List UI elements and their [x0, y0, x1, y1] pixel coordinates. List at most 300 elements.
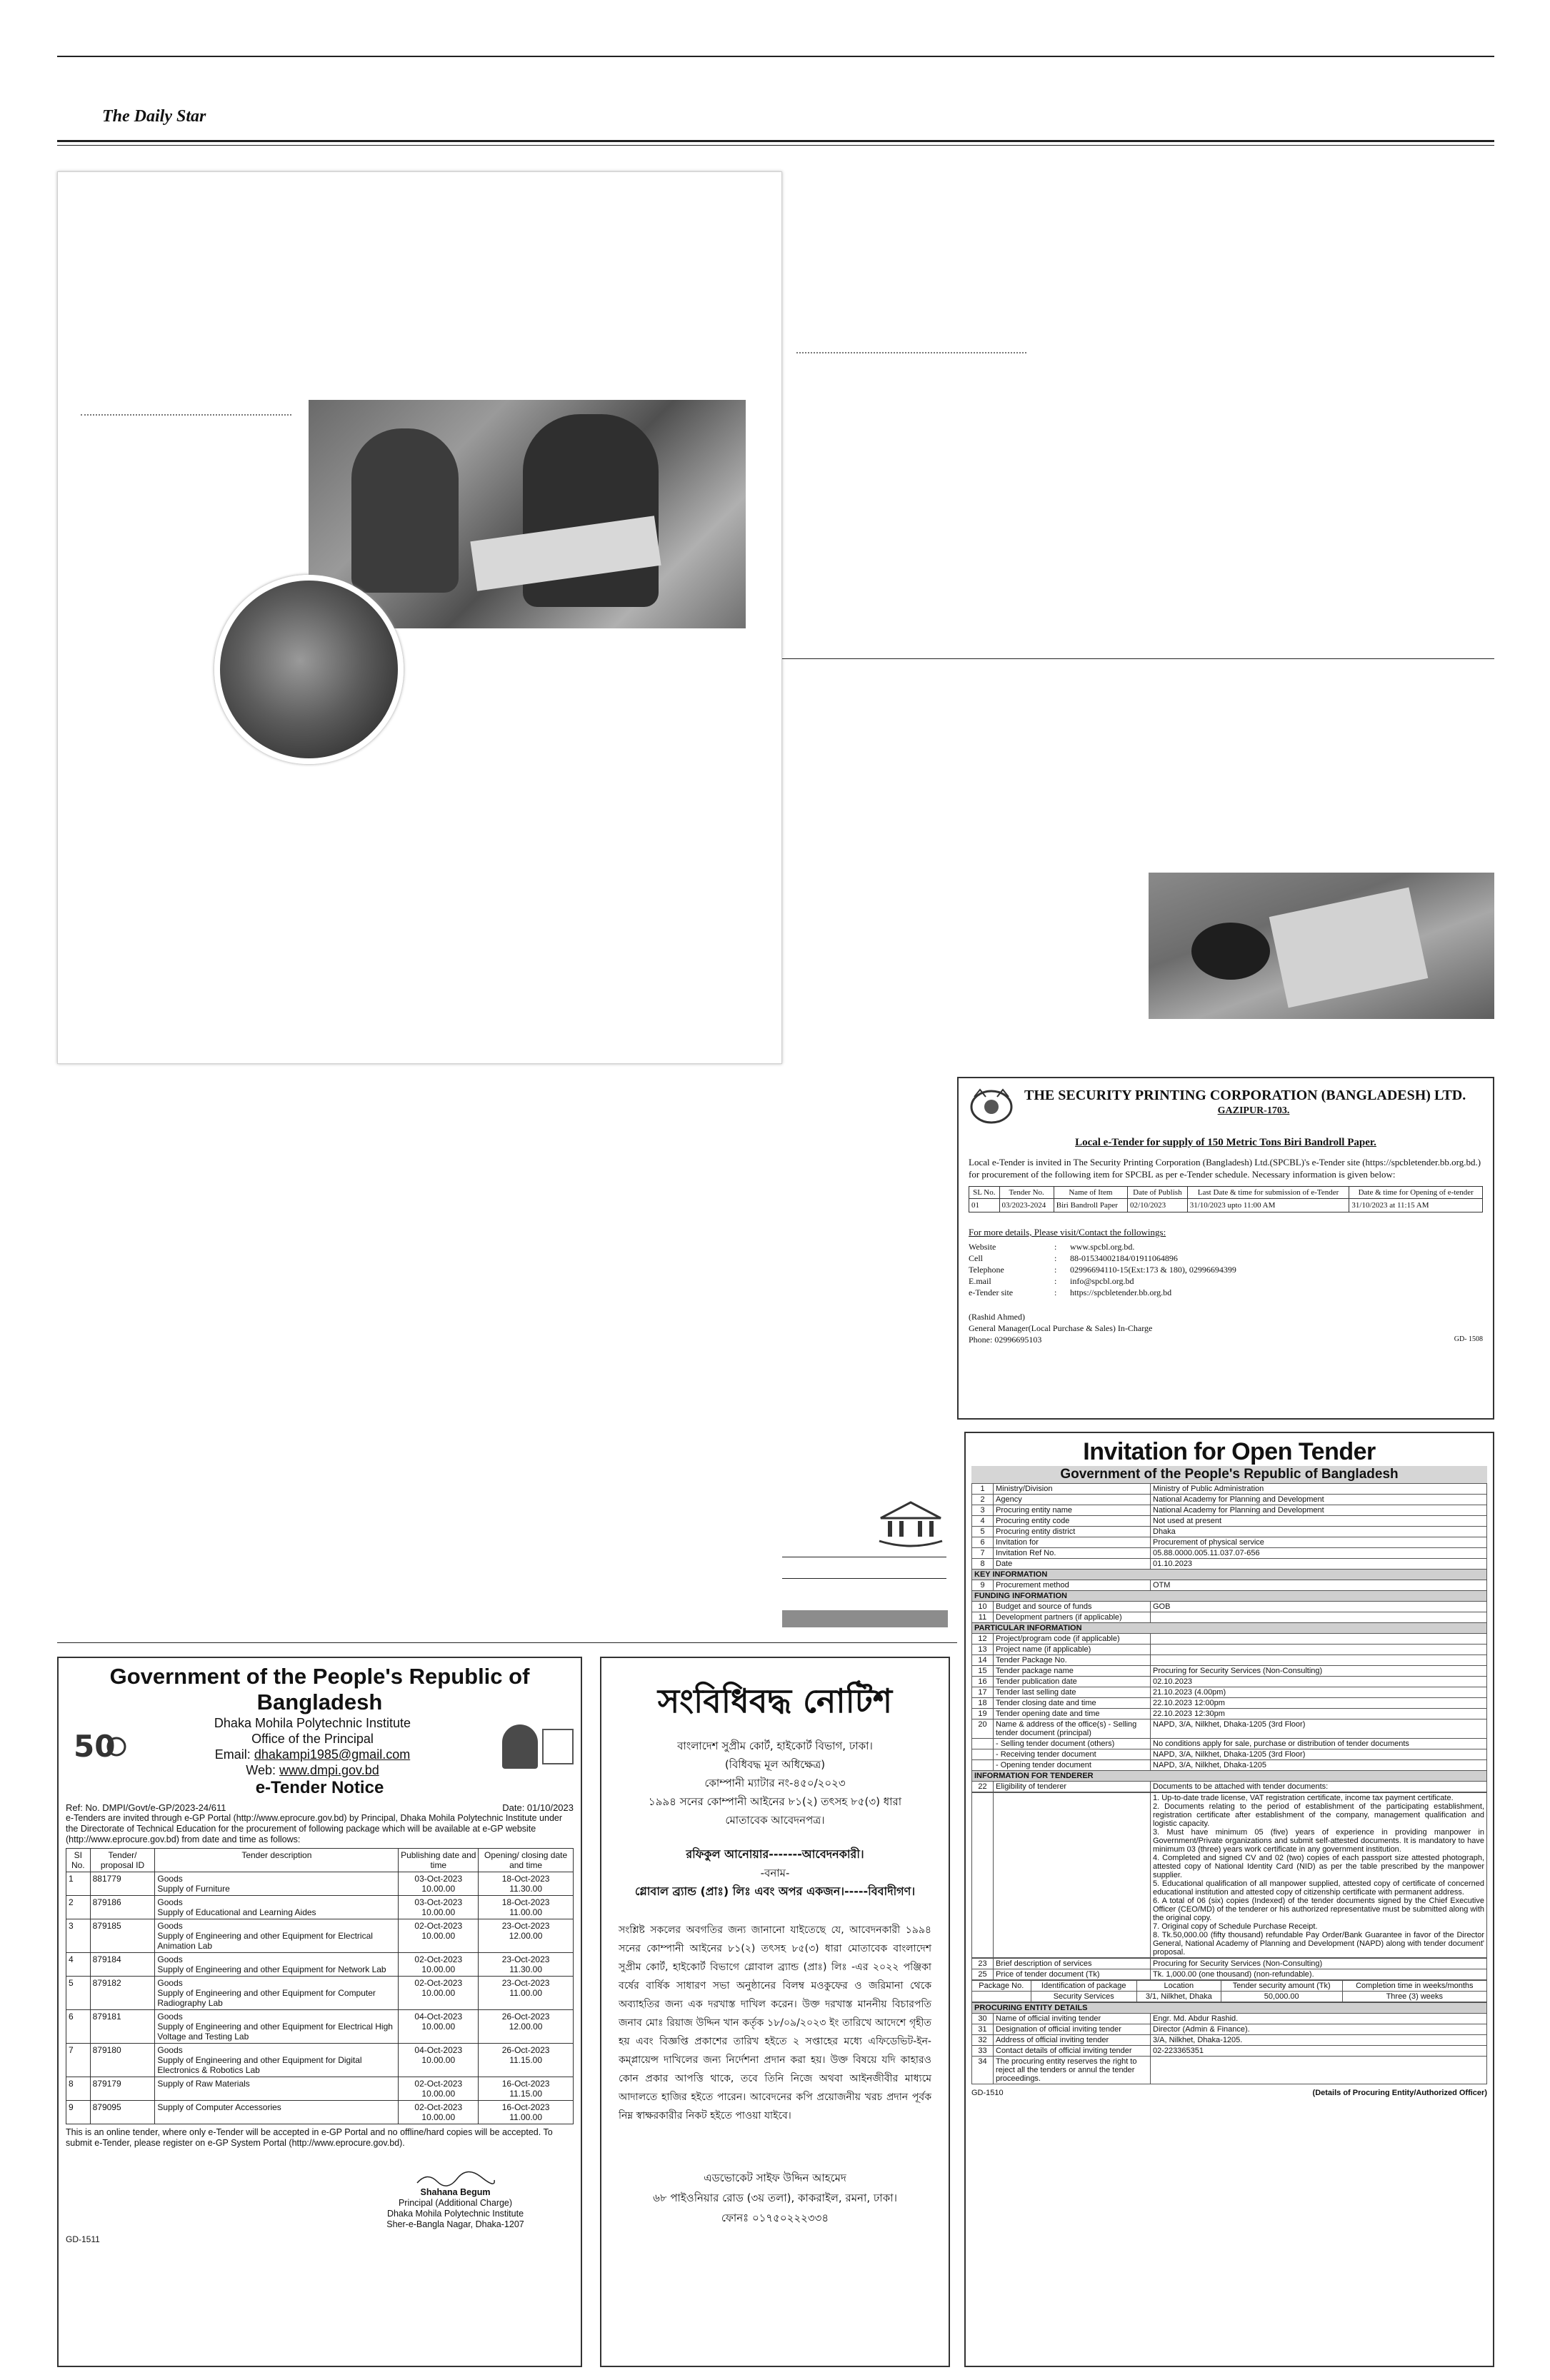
- masthead-logo: The Daily Star: [102, 107, 206, 126]
- row-value: 21.10.2023 (4.00pm): [1151, 1687, 1487, 1698]
- tender-package-table: [971, 1980, 1487, 2002]
- row-value: National Academy for Planning and Development: [1151, 1505, 1487, 1516]
- dmpi-gov: Government of the People's Republic of Bangladesh: [109, 1664, 530, 1714]
- contact-key: e-Tender site: [969, 1287, 1014, 1297]
- bangla-line-2: (বিধিবদ্ধ মূল অধিক্ষেত্র): [724, 1758, 826, 1771]
- section-row: [972, 1591, 1487, 1602]
- tender-title: Invitation for Open Tender: [1083, 1438, 1376, 1465]
- table-cell: 23-Oct-2023 11.30.00: [479, 1953, 574, 1977]
- article-divider: [782, 658, 1494, 659]
- package-cell: 50,000.00: [1221, 1992, 1342, 2002]
- bangla-respondent: গ্লোবাল ব্র্যান্ড (প্রাঃ) লিঃ এবং অপর একজন।-----বিবাদীগণ।: [634, 1884, 916, 1898]
- table-cell: 23-Oct-2023 11.00.00: [479, 1977, 574, 2010]
- table-cell: 02-Oct-2023 10.00.00: [399, 1953, 479, 1977]
- row-value: Engr. Md. Abdur Rashid.: [1151, 2014, 1487, 2024]
- spcbl-signer: (Rashid Ahmed): [969, 1312, 1025, 1322]
- open-tender-ad: [964, 1432, 1494, 2367]
- row-label: Tender publication date: [994, 1677, 1151, 1687]
- bangla-line-4: ১৯৯৪ সনের কোম্পানী আইনের ৮১(২) তৎসহ ৮৫(৩) ধারা: [648, 1795, 902, 1808]
- table-cell: 879181: [90, 2010, 155, 2044]
- row-number: 34: [972, 2057, 994, 2084]
- section-heading: FUNDING INFORMATION: [972, 1591, 1487, 1602]
- row-value: 02-223365351: [1151, 2046, 1487, 2057]
- section-row: [972, 1570, 1487, 1580]
- row-value: [1151, 1612, 1487, 1623]
- package-header: Completion time in weeks/months: [1342, 1981, 1486, 1992]
- table-cell: 879185: [90, 1919, 155, 1953]
- row-value: National Academy for Planning and Development: [1151, 1495, 1487, 1505]
- spcbl-title: THE SECURITY PRINTING CORPORATION (BANGLADESH) LTD.: [1024, 1088, 1466, 1103]
- row-value: [1151, 1655, 1487, 1666]
- spcbl-column-header: Last Date & time for submission of e-Tender: [1187, 1187, 1349, 1199]
- bangla-statutory-notice: [600, 1657, 950, 2367]
- row-value: GOB: [1151, 1602, 1487, 1612]
- table-row: [972, 1969, 1487, 1980]
- row-label: Invitation Ref No.: [994, 1548, 1151, 1559]
- table-row: [972, 1537, 1487, 1548]
- bangla-versus: -বনাম-: [760, 1867, 790, 1879]
- ads-top-rule: [57, 1642, 957, 1643]
- table-row: [972, 1634, 1487, 1645]
- bangla-phone: ফোনঃ ০১৭৫০২২২৩৩৪: [721, 2211, 829, 2224]
- dmpi-desig: Principal (Additional Charge): [398, 2198, 513, 2208]
- row-label: - Selling tender document (others): [994, 1739, 1151, 1749]
- row-value: Tk. 1,000.00 (one thousand) (non-refundable).: [1151, 1969, 1487, 1980]
- row-label: Invitation for: [994, 1537, 1151, 1548]
- table-row: [66, 1872, 574, 1896]
- table-cell: 8: [66, 2077, 91, 2101]
- doc-item: 8. Tk.50,000.00 (fifty thousand) refundable Pay Order/Bank Guarantee in favor of the Director General, National Academy of Planning and Development (NAPD) along with tender document' proposal.: [1153, 1931, 1484, 1957]
- feature-dotted-rule: [81, 414, 291, 416]
- portrait-icon: [495, 1718, 574, 1775]
- package-header: Tender security amount (Tk): [1221, 1981, 1342, 1992]
- dmpi-inst2: Dhaka Mohila Polytechnic Institute: [386, 2209, 524, 2219]
- row-number: 17: [972, 1687, 994, 1698]
- row-value: Ministry of Public Administration: [1151, 1484, 1487, 1495]
- row-value: 3/A, Nilkhet, Dhaka-1205.: [1151, 2035, 1487, 2046]
- dmpi-email-link[interactable]: dhakampi1985@gmail.com: [254, 1747, 411, 1762]
- dmpi-date: Date: 01/10/2023: [502, 1802, 574, 1813]
- table-cell: 02/10/2023: [1128, 1199, 1188, 1212]
- spcbl-table: [969, 1186, 1483, 1212]
- dmpi-email-label: Email:: [214, 1747, 251, 1762]
- row-number: 12: [972, 1634, 994, 1645]
- table-row: [972, 1959, 1487, 1969]
- masthead-rule: [57, 140, 1494, 142]
- table-cell: 1: [66, 1872, 91, 1896]
- row-value: No conditions apply for sale, purchase or distribution of tender documents: [1151, 1739, 1487, 1749]
- dmpi-column-header: SI No.: [66, 1849, 91, 1872]
- table-cell: 03-Oct-2023 10.00.00: [399, 1872, 479, 1896]
- spcbl-designation: General Manager(Local Purchase & Sales) In-Charge: [969, 1323, 1153, 1333]
- row-label: Tender opening date and time: [994, 1709, 1151, 1719]
- row-label: Address of official inviting tender: [994, 2035, 1151, 2046]
- row-label: Tender package name: [994, 1666, 1151, 1677]
- row-label: Development partners (if applicable): [994, 1612, 1151, 1623]
- table-cell: 879179: [90, 2077, 155, 2101]
- spcbl-code: GD- 1508: [1454, 1335, 1483, 1343]
- table-cell: 5: [66, 1977, 91, 2010]
- row-value: OTM: [1151, 1580, 1487, 1591]
- contact-sep: :: [1054, 1253, 1057, 1263]
- table-row: [972, 1719, 1487, 1739]
- row-label: Procuring entity code: [994, 1516, 1151, 1527]
- row-value: 22.10.2023 12:00pm: [1151, 1698, 1487, 1709]
- table-row: [972, 1698, 1487, 1709]
- table-cell: 31/10/2023 at 11:15 AM: [1349, 1199, 1483, 1212]
- section-row: [972, 1623, 1487, 1634]
- table-row: [972, 1739, 1487, 1749]
- row-number: 11: [972, 1612, 994, 1623]
- row-value: NAPD, 3/A, Nilkhet, Dhaka-1205 (3rd Floor): [1151, 1749, 1487, 1760]
- contact-value: info@spcbl.org.bd: [1070, 1276, 1134, 1286]
- table-cell: 7: [66, 2044, 91, 2077]
- package-header: Identification of package: [1031, 1981, 1136, 1992]
- section-row: [972, 1771, 1487, 1782]
- doc-item: 5. Educational qualification of all manpower supplied, attested copy of certificate of concerned educational institution and attested copy of citizenship certificate with permanent address.: [1153, 1879, 1484, 1897]
- table-cell: 2: [66, 1896, 91, 1919]
- row-number: [972, 1760, 994, 1771]
- package-cell: [972, 1992, 1031, 2002]
- table-cell: 04-Oct-2023 10.00.00: [399, 2044, 479, 2077]
- tender-entity-section: PROCURING ENTITY DETAILS: [972, 2003, 1487, 2014]
- table-cell: 879184: [90, 1953, 155, 1977]
- bangla-petitioner: রফিকুল আনোয়ার-------আবেদনকারী।: [686, 1847, 864, 1861]
- table-cell: 03-Oct-2023 10.00.00: [399, 1896, 479, 1919]
- contact-key: Cell: [969, 1253, 983, 1263]
- table-cell: 31/10/2023 upto 11:00 AM: [1187, 1199, 1349, 1212]
- spcbl-column-header: Date & time for Opening of e-tender: [1349, 1187, 1483, 1199]
- row-label: - Opening tender document: [994, 1760, 1151, 1771]
- table-row: [972, 1484, 1487, 1495]
- table-cell: 18-Oct-2023 11.00.00: [479, 1896, 574, 1919]
- bangla-line-5: মোতাবেক আবেদনপত্র।: [725, 1814, 825, 1827]
- row-value: [1151, 2057, 1487, 2084]
- table-row: [972, 2024, 1487, 2035]
- table-row: [972, 1516, 1487, 1527]
- row-label: Project name (if applicable): [994, 1645, 1151, 1655]
- table-cell: Goods Supply of Engineering and other Equipment for Electrical High Voltage and Testing Lab: [155, 2010, 399, 2044]
- side-gray-bar: [782, 1610, 948, 1627]
- contact-sep: :: [1054, 1265, 1057, 1275]
- row-label: Project/program code (if applicable): [994, 1634, 1151, 1645]
- doc-item: 4. Completed and signed CV and 02 (two) copies of each passport size attested photograph, attested copy of National Identity Card (NID) as per the table prescribed by the manpower supplier.: [1153, 1854, 1484, 1879]
- table-row: [66, 2010, 574, 2044]
- table-row: [972, 2035, 1487, 2046]
- row-value: 01.10.2023: [1151, 1559, 1487, 1570]
- spcbl-column-header: Tender No.: [999, 1187, 1054, 1199]
- table-row: [972, 1612, 1487, 1623]
- tender-code: GD-1510: [971, 2089, 1004, 2097]
- doc-item: 1. Up-to-date trade license, VAT registration certificate, income tax payment certificate.: [1153, 1794, 1454, 1802]
- spcbl-column-header: Name of Item: [1054, 1187, 1127, 1199]
- dmpi-column-header: Tender/ proposal ID: [90, 1849, 155, 1872]
- table-row: [972, 1687, 1487, 1698]
- table-row: [66, 2101, 574, 2124]
- table-cell: 879182: [90, 1977, 155, 2010]
- row-number: 32: [972, 2035, 994, 2046]
- row-label: Eligibility of tenderer: [994, 1782, 1151, 1792]
- table-cell: 02-Oct-2023 10.00.00: [399, 1919, 479, 1953]
- svg-text:50: 50: [74, 1729, 116, 1764]
- table-cell: 03/2023-2024: [999, 1199, 1054, 1212]
- row-number: 22: [972, 1782, 994, 1792]
- table-cell: 9: [66, 2101, 91, 2124]
- row-label: Ministry/Division: [994, 1484, 1151, 1495]
- table-cell: Goods Supply of Engineering and other Equipment for Electrical Animation Lab: [155, 1919, 399, 1953]
- side-rule-2: [782, 1578, 946, 1579]
- row-number: [972, 1739, 994, 1749]
- row-number: 3: [972, 1505, 994, 1516]
- dmpi-50-logo-icon: [66, 1718, 130, 1775]
- table-row: [972, 1655, 1487, 1666]
- row-number: 5: [972, 1527, 994, 1537]
- table-cell: 04-Oct-2023 10.00.00: [399, 2010, 479, 2044]
- row-number: 1: [972, 1484, 994, 1495]
- table-row: [972, 1749, 1487, 1760]
- dmpi-column-header: Publishing date and time: [399, 1849, 479, 1872]
- row-label: Procurement method: [994, 1580, 1151, 1591]
- row-value: [1151, 1645, 1487, 1655]
- table-cell: Supply of Raw Materials: [155, 2077, 399, 2101]
- row-value: 22.10.2023 12:30pm: [1151, 1709, 1487, 1719]
- table-row: [972, 1559, 1487, 1570]
- contact-value: 02996694110-15(Ext:173 & 180), 02996694399: [1070, 1265, 1236, 1275]
- row-value: Procuring for Security Services (Non-Consulting): [1151, 1666, 1487, 1677]
- top-rule: [57, 56, 1494, 57]
- row-label: Name & address of the office(s) - Selling tender document (principal): [994, 1719, 1151, 1739]
- row-number: 30: [972, 2014, 994, 2024]
- table-cell: 6: [66, 2010, 91, 2044]
- table-cell: 01: [969, 1199, 1000, 1212]
- contact-value: www.spcbl.org.bd.: [1070, 1242, 1135, 1252]
- children-studying-photo: [309, 400, 746, 628]
- row-label: Designation of official inviting tender: [994, 2024, 1151, 2035]
- table-cell: Goods Supply of Furniture: [155, 1872, 399, 1896]
- dmpi-inst: Dhaka Mohila Polytechnic Institute: [214, 1716, 411, 1730]
- spcbl-subject: Local e-Tender for supply of 150 Metric Tons Biri Bandroll Paper.: [1075, 1137, 1376, 1148]
- doc-item: 6. A total of 06 (six) copies (Indexed) of the tender documents signed by the Chief Executive Officer (CEO/MD) of the tenderer or his authorized representative must be submitted along with the original copy.: [1153, 1897, 1484, 1922]
- table-cell: 18-Oct-2023 11.30.00: [479, 1872, 574, 1896]
- table-cell: Goods Supply of Educational and Learning Aides: [155, 1896, 399, 1919]
- dmpi-signature-icon: [337, 2170, 574, 2187]
- row-value: 02.10.2023: [1151, 1677, 1487, 1687]
- dmpi-notice: e-Tender Notice: [255, 1778, 384, 1797]
- row-number: 7: [972, 1548, 994, 1559]
- doc-item: 3. Must have minimum 05 (five) years of experience in providing manpower in Government/Private organizations and submit self-attested documents. It is mandatory to have minimum 03 (three) years work certificate in any government institution.: [1153, 1828, 1484, 1854]
- dmpi-addr: Sher-e-Bangla Nagar, Dhaka-1207: [386, 2219, 524, 2229]
- row-number: 16: [972, 1677, 994, 1687]
- row-number: 31: [972, 2024, 994, 2035]
- dmpi-column-header: Tender description: [155, 1849, 399, 1872]
- bangla-advocate: এডভোকেট সাইফ উদ্দিন আহমেদ: [704, 2171, 846, 2184]
- row-number: 9: [972, 1580, 994, 1591]
- row-number: 4: [972, 1516, 994, 1527]
- spcbl-phone: Phone: 02996695103: [969, 1335, 1042, 1345]
- spcbl-more: For more details, Please visit/Contact the followings:: [969, 1227, 1166, 1237]
- row-label: The procuring entity reserves the right to reject all the tenders or annul the tender proceedings.: [994, 2057, 1151, 2084]
- table-row: [66, 1977, 574, 2010]
- package-header: Package No.: [972, 1981, 1031, 1992]
- bangla-address: ৬৮ পাইওনিয়ার রোড (৩য় তলা), কাকরাইল, রমনা, ঢাকা।: [653, 2191, 897, 2204]
- row-value: Documents to be attached with tender documents:: [1151, 1782, 1487, 1792]
- tender-table: [971, 1483, 1487, 1792]
- contact-value: https://spcbletender.bb.org.bd: [1070, 1287, 1172, 1297]
- row-number: 15: [972, 1666, 994, 1677]
- row-label: Procuring entity name: [994, 1505, 1151, 1516]
- table-row: [972, 1782, 1487, 1792]
- bangla-body: সংশ্লিষ্ট সকলের অবগতির জন্য জানানো যাইতেছে যে, আবেদনকারী ১৯৯৪ সনের কোম্পানী আইনের ৮১(২) তৎসহ ৮৫(৩) ধারা মোতাবেক বাংলাদেশ সুপ্রীম কোর্ট, হাইকোর্ট বিভাগে গ্লোবাল ব্র্যান্ড (প্রাঃ) লিঃ -এর ২০২২ পঞ্জিকা বর্ষের বার্ষিক সাধারণ সভা অনুষ্ঠানের বিলম্ব মওকুফের ও জরিমানা থেকে অব্যাহতির জন্য এক দরখাস্ত দাখিল করেন। উক্ত দরখাস্ত মাননীয় বিচারপতি জনাব মোঃ রিয়াজ উদ্দিন খান কর্তৃক ১৮/০৯/২০২৩ ইং তারিখে আদেশে গৃহীত হয় এবং বিজ্ঞপ্তি প্রকাশের তারিখ হইতে ২ সপ্তাহের মধ্যে এফিডেভিট-ইন-কম্প্লায়েন্স দাখিলের জন্য নির্দেশনা প্রদান করা হয়। উক্ত বিষয়ে যদি কাহারও কোন প্রকার আপত্তি থাকে, তবে তিনি নিজে অথবা আইনজীবীর মাধ্যমে আদালতে হাজির হইতে পারেন। আবেদনের কপি প্রয়োজনীয় খরচ প্রদান পূর্বক নিম্ন স্বাক্ষরকারীর নিকট হইতে পাওয়া যাইবে।: [619, 1924, 931, 2122]
- shoes-grass-photo: [1149, 873, 1494, 1019]
- row-label: Tender closing date and time: [994, 1698, 1151, 1709]
- dmpi-signer: Shahana Begum: [420, 2187, 491, 2197]
- row-label: Brief description of services: [994, 1959, 1151, 1969]
- table-cell: 02-Oct-2023 10.00.00: [399, 2101, 479, 2124]
- table-cell: Biri Bandroll Paper: [1054, 1199, 1127, 1212]
- row-number: 2: [972, 1495, 994, 1505]
- tender-table-2: [971, 1958, 1487, 1980]
- row-label: Tender Package No.: [994, 1655, 1151, 1666]
- section-heading: PARTICULAR INFORMATION: [972, 1623, 1487, 1634]
- dmpi-web-label: Web:: [246, 1763, 276, 1777]
- row-number: 20: [972, 1719, 994, 1739]
- dmpi-office: Office of the Principal: [251, 1732, 374, 1746]
- article-dotted-rule: [796, 352, 1026, 353]
- contact-key: Website: [969, 1242, 996, 1252]
- row-number: 13: [972, 1645, 994, 1655]
- tender-sign: (Details of Procuring Entity/Authorized Officer): [1312, 2089, 1487, 2097]
- table-row: [972, 2046, 1487, 2057]
- bangla-line-1: বাংলাদেশ সুপ্রীম কোর্ট, হাইকোর্ট বিভাগ, ঢাকা।: [677, 1739, 873, 1752]
- table-cell: 879180: [90, 2044, 155, 2077]
- children-circle-photo: [214, 575, 404, 764]
- row-value: Procuring for Security Services (Non-Consulting): [1151, 1959, 1487, 1969]
- table-cell: 881779: [90, 1872, 155, 1896]
- spcbl-column-header: SL No.: [969, 1187, 1000, 1199]
- spcbl-column-header: Date of Publish: [1128, 1187, 1188, 1199]
- tender-gov: Government of the People's Republic of Bangladesh: [971, 1466, 1487, 1483]
- row-number: 14: [972, 1655, 994, 1666]
- tender-docs-table: [971, 1792, 1487, 1958]
- row-number: 18: [972, 1698, 994, 1709]
- table-row: [972, 1709, 1487, 1719]
- table-row: [66, 2077, 574, 2101]
- row-label: Procuring entity district: [994, 1527, 1151, 1537]
- row-number: 33: [972, 2046, 994, 2057]
- table-cell: 879095: [90, 2101, 155, 2124]
- row-label: Contact details of official inviting tender: [994, 2046, 1151, 2057]
- dmpi-intro: e-Tenders are invited through e-GP Portal (http://www.eprocure.gov.bd) by Principal, Dhaka Mohila Polytechnic Institute under the Directorate of Technical Education for the procurement of following package which will be available at e-GP website (http://www.eprocure.gov.bd) from date and time as follows:: [66, 1813, 563, 1844]
- bangla-line-3: কোম্পানী ম্যাটার নং-৪৫০/২০২৩: [704, 1777, 846, 1789]
- row-value: Not used at present: [1151, 1516, 1487, 1527]
- spcbl-intro: Local e-Tender is invited in The Security Printing Corporation (Bangladesh) Ltd.(SPCBL)'s e-Tender site (https://spcbletender.bb.org.bd.) for procurement of the following item for SPCBL as per e-Tender schedule. Necessary information is given below:: [969, 1157, 1481, 1180]
- masthead-rule-thin: [57, 145, 1494, 146]
- row-value: NAPD, 3/A, Nilkhet, Dhaka-1205: [1151, 1760, 1487, 1771]
- contact-value: 88-01534002184/01911064896: [1070, 1253, 1178, 1263]
- row-label: Tender last selling date: [994, 1687, 1151, 1698]
- table-cell: 02-Oct-2023 10.00.00: [399, 1977, 479, 2010]
- row-number: 25: [972, 1969, 994, 1980]
- row-value: Director (Admin & Finance).: [1151, 2024, 1487, 2035]
- contact-key: Telephone: [969, 1265, 1004, 1275]
- table-cell: 26-Oct-2023 12.00.00: [479, 2010, 574, 2044]
- table-cell: Goods Supply of Engineering and other Equipment for Computer Radiography Lab: [155, 1977, 399, 2010]
- table-row: [972, 1602, 1487, 1612]
- row-label: - Receiving tender document: [994, 1749, 1151, 1760]
- row-number: 6: [972, 1537, 994, 1548]
- table-row: [972, 1495, 1487, 1505]
- row-label: Price of tender document (Tk): [994, 1969, 1151, 1980]
- table-cell: 4: [66, 1953, 91, 1977]
- contact-key: E.mail: [969, 1276, 991, 1286]
- table-row: [972, 1645, 1487, 1655]
- institution-logo-icon: [875, 1500, 946, 1550]
- dmpi-tender-ad: [57, 1657, 582, 2367]
- table-cell: 16-Oct-2023 11.15.00: [479, 2077, 574, 2101]
- table-row: [66, 1953, 574, 1977]
- spcbl-city: GAZIPUR-1703.: [1217, 1105, 1290, 1116]
- table-cell: Supply of Computer Accessories: [155, 2101, 399, 2124]
- package-header: Location: [1136, 1981, 1221, 1992]
- bangla-title: সংবিধিবদ্ধ নোটিশ: [657, 1682, 893, 1720]
- table-row: [972, 1677, 1487, 1687]
- table-row: [972, 1548, 1487, 1559]
- contact-sep: :: [1054, 1242, 1057, 1252]
- row-label: Budget and source of funds: [994, 1602, 1151, 1612]
- row-value: NAPD, 3/A, Nilkhet, Dhaka-1205 (3rd Floor): [1151, 1719, 1487, 1739]
- row-number: 8: [972, 1559, 994, 1570]
- dmpi-column-header: Opening/ closing date and time: [479, 1849, 574, 1872]
- table-row: [972, 1580, 1487, 1591]
- row-value: Procurement of physical service: [1151, 1537, 1487, 1548]
- row-value: Dhaka: [1151, 1527, 1487, 1537]
- table-cell: 3: [66, 1919, 91, 1953]
- table-cell: 23-Oct-2023 12.00.00: [479, 1919, 574, 1953]
- table-row: [972, 2014, 1487, 2024]
- row-number: [972, 1749, 994, 1760]
- dmpi-table: [66, 1848, 574, 2124]
- table-row: [969, 1199, 1483, 1212]
- table-row: [66, 1896, 574, 1919]
- row-value: [1151, 1634, 1487, 1645]
- dmpi-ref: Ref: No. DMPI/Govt/e-GP/2023-24/611: [66, 1802, 226, 1813]
- row-number: 23: [972, 1959, 994, 1969]
- table-row: [66, 1919, 574, 1953]
- dmpi-web-link[interactable]: www.dmpi.gov.bd: [279, 1763, 379, 1777]
- row-number: 10: [972, 1602, 994, 1612]
- dmpi-foot: This is an online tender, where only e-Tender will be accepted in e-GP Portal and no offline/hard copies will be accepted. To submit e-Tender, please register on e-GP System Portal (http://www.eprocure.gov.bd).: [66, 2127, 553, 2148]
- row-label: Agency: [994, 1495, 1151, 1505]
- spcbl-tender-ad: [957, 1077, 1494, 1420]
- contact-sep: :: [1054, 1276, 1057, 1286]
- table-row: [972, 1505, 1487, 1516]
- table-cell: Goods Supply of Engineering and other Equipment for Digital Electronics & Robotics Lab: [155, 2044, 399, 2077]
- dmpi-code: GD-1511: [66, 2234, 100, 2244]
- package-cell: Three (3) weeks: [1342, 1992, 1486, 2002]
- table-cell: 16-Oct-2023 11.00.00: [479, 2101, 574, 2124]
- table-row: [972, 1527, 1487, 1537]
- table-cell: 02-Oct-2023 10.00.00: [399, 2077, 479, 2101]
- doc-item: 7. Original copy of Schedule Purchase Receipt.: [1153, 1922, 1318, 1931]
- table-cell: 26-Oct-2023 11.15.00: [479, 2044, 574, 2077]
- table-row: [972, 1666, 1487, 1677]
- doc-item: 2. Documents relating to the period of establishment of the participating establishment, registration certificate after establishment of the company, management qualification and logistic capacity.: [1153, 1802, 1484, 1828]
- row-value: 05.88.0000.005.11.037.07-656: [1151, 1548, 1487, 1559]
- section-heading: INFORMATION FOR TENDERER: [972, 1771, 1487, 1782]
- table-row: [66, 2044, 574, 2077]
- table-row: [972, 1760, 1487, 1771]
- row-label: Name of official inviting tender: [994, 2014, 1151, 2024]
